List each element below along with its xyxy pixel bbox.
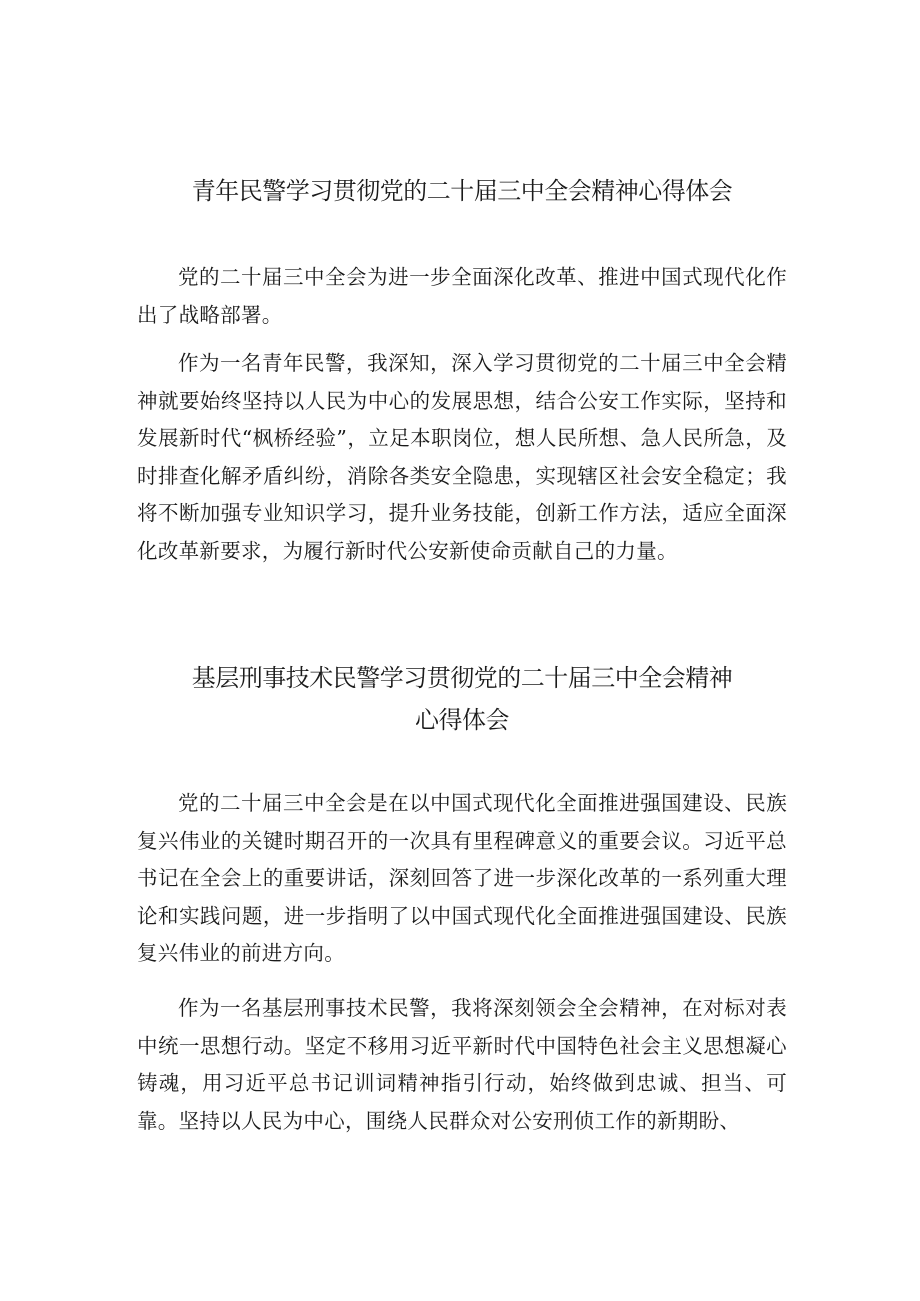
section-1-title-text: 青年民警学习贯彻党的二十届三中全会精神心得体会 [191,177,733,205]
section-1-title [137,170,787,212]
section-2-paragraph-1: 党的二十届三中全会是在以中国式现代化全面推进强国建设、民族复兴伟业的关键时期召开的一次具有里程碑意义的重要会议。习近平总书记在全会上的重要讲话，深刻回答了进一步深化改革的一系列重大理论和实践问题，进一步指明了以中国式现代化全面推进强国建设、民族复兴伟业的前进方向。 [137,791,787,965]
section-2-title-line-2: 心得体会 [415,706,509,734]
section-2-paragraph-2: 作为一名基层刑事技术民警，我将深刻领会全会精神，在对标对表中统一思想行动。坚定不移用习近平新时代中国特色社会主义思想凝心铸魂，用习近平总书记训词精神指引行动，始终做到忠诚、担当、可靠。坚持以人民为中心，围绕人民群众对公安刑侦工作的新期盼、 [137,996,787,1133]
section-2-title-line-1: 基层刑事技术民警学习贯彻党的二十届三中全会精神 [191,664,733,692]
section-2-title [137,657,787,741]
section-1-paragraph-2: 作为一名青年民警，我深知，深入学习贯彻党的二十届三中全会精神就要始终坚持以人民为中心的发展思想，结合公安工作实际，坚持和发展新时代“枫桥经验”，立足本职岗位，想人民所想、急人民所急，及时排查化解矛盾纠纷，消除各类安全隐患，实现辖区社会安全稳定；我将不断加强专业知识学习，提升业务技能，创新工作方法，适应全面深化改革新要求，为履行新时代公安新使命贡献自己的力量。 [137,351,787,563]
section-1-paragraph-1: 党的二十届三中全会为进一步全面深化改革、推进中国式现代化作出了战略部署。 [137,265,787,327]
